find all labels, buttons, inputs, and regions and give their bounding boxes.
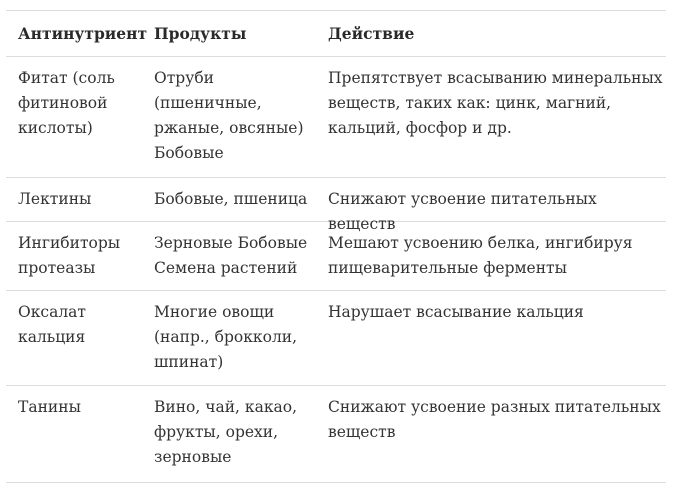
cell-line: протеазы: [18, 259, 96, 277]
table-row: [6, 57, 666, 178]
cell-line: пищеварительные ферменты: [328, 259, 567, 277]
table-row: [6, 222, 666, 291]
antinutrient-cell: [6, 178, 142, 221]
cell-line: (напр., брокколи,: [154, 328, 298, 346]
cell-line: Семена растений: [154, 259, 298, 277]
cell-line: Фитат (соль: [18, 69, 115, 87]
cell-line: Вино, чай, какао,: [154, 398, 298, 416]
antinutrients-table: [6, 10, 666, 483]
table-row: [6, 291, 666, 386]
cell-line: ржаные, овсяные): [154, 119, 304, 137]
products-cell: [142, 57, 316, 177]
antinutrient-cell: [6, 57, 142, 177]
cell-line: Оксалат: [18, 303, 86, 321]
header-products: Продукты: [154, 24, 247, 43]
cell-line: Бобовые, пшеница: [154, 190, 308, 208]
cell-line: Отруби: [154, 69, 214, 87]
cell-line: Нарушает всасывание кальция: [328, 303, 584, 321]
cell-line: Лектины: [18, 190, 92, 208]
cell-line: зерновые: [154, 448, 232, 466]
cell-line: Мешают усвоению белка, ингибируя: [328, 234, 633, 252]
cell-line: Снижают усвоение разных питательных: [328, 398, 661, 416]
cell-line: Многие овощи: [154, 303, 275, 321]
cell-line: веществ, таких как: цинк, магний,: [328, 94, 612, 112]
cell-line: фрукты, орехи,: [154, 423, 279, 441]
products-cell: [142, 291, 316, 385]
cell-line: Ингибиторы: [18, 234, 121, 252]
products-cell: [142, 178, 316, 221]
action-cell: [316, 57, 666, 177]
table-row: [6, 386, 666, 483]
cell-line: Бобовые: [154, 144, 224, 162]
header-action: Действие: [328, 24, 415, 43]
products-cell: [142, 386, 316, 482]
cell-line: кальций, фосфор и др.: [328, 119, 512, 137]
table-row: [6, 178, 666, 233]
cell-line: Танины: [18, 398, 81, 416]
antinutrient-cell: [6, 386, 142, 482]
cell-line: (пшеничные,: [154, 94, 262, 112]
table-header-row: [6, 10, 666, 57]
header-antinutrient: Антинутриент: [18, 24, 148, 43]
cell-line: кислоты): [18, 119, 93, 137]
action-cell: [316, 222, 666, 290]
cell-line: Препятствует всасыванию минеральных: [328, 69, 663, 87]
cell-line: шпинат): [154, 353, 224, 371]
cell-line: фитиновой: [18, 94, 108, 112]
cell-line: веществ: [328, 423, 396, 441]
cell-line: Снижают усвоение питательных веществ: [328, 190, 597, 233]
action-cell: [316, 178, 666, 233]
antinutrient-cell: [6, 222, 142, 290]
action-cell: [316, 291, 666, 385]
action-cell: [316, 386, 666, 482]
antinutrient-cell: [6, 291, 142, 385]
cell-line: Зерновые Бобовые: [154, 234, 308, 252]
products-cell: [142, 222, 316, 290]
cell-line: кальция: [18, 328, 86, 346]
